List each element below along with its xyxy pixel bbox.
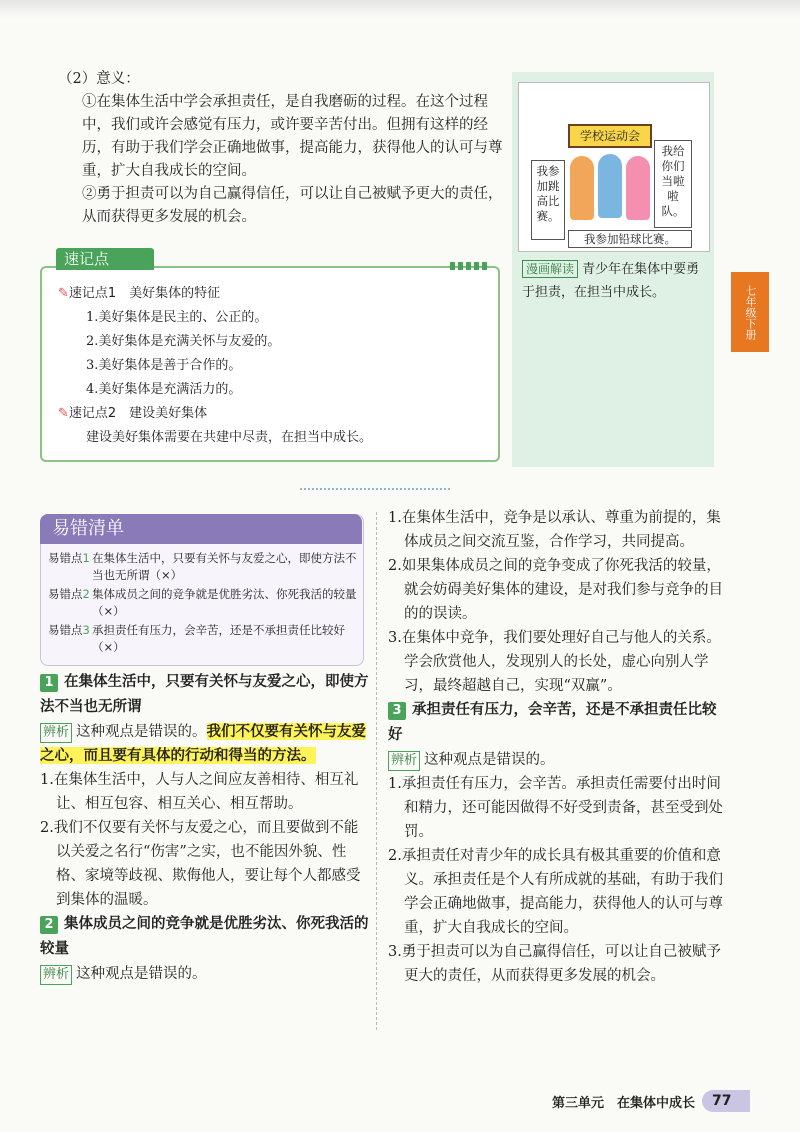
comic-interpret-tag: 漫画解读 — [522, 260, 578, 278]
memo-point-2-title: ✎速记点2 建设美好集体 — [58, 406, 208, 421]
right-column — [388, 506, 723, 988]
error-item: 易错点1 在集体生活中，只要有关怀与友爱之心，即使方法不当也无所谓（×） — [48, 551, 357, 582]
kid-figure-3 — [626, 156, 650, 220]
question-3-point: 3.勇于担责可以为自己赢得信任，可以让自己被赋予更大的责任，从而获得更多发展的机会。 — [388, 944, 721, 984]
comic-bubble-right: 我给你们当啦啦队。 — [654, 140, 692, 228]
analysis-tag: 辨析 — [388, 751, 420, 771]
kid-figure-1 — [570, 156, 594, 220]
analysis-tag: 辨析 — [40, 965, 72, 985]
question-num-badge: 2 — [40, 916, 58, 934]
question-2-point: 2.如果集体成员之间的竞争变成了你死我活的较量，就会妨碍美好集体的建设，是对我们参与竞争的目的的误读。 — [388, 558, 723, 622]
comic-bubble-bottom: 我参加铅球比赛。 — [568, 230, 692, 248]
comic-bubble-left: 我参加跳高比赛。 — [531, 160, 565, 240]
question-num-badge: 3 — [388, 702, 406, 720]
section-divider — [300, 488, 450, 490]
footer-unit: 第三单元 在集体中成长 — [552, 1096, 696, 1111]
memo-point-1-title: ✎速记点1 美好集体的特征 — [58, 286, 221, 301]
question-1-point: 1.在集体生活中，人与人之间应友善相待、相互礼让、相互包容、相互关心、相互帮助。 — [40, 772, 359, 812]
memo-point-1-item: 1.美好集体是民主的、公正的。 — [86, 310, 268, 325]
left-column — [40, 670, 370, 986]
meaning-paragraph-1: ①在集体生活中学会承担责任，是自我磨砺的过程。在这个过程中，我们或许会感觉有压力，或许要辛苦付出。但拥有这样的经历，有助于我们学会正确地做事，提高能力，获得他人的认可与尊重，扩大自我成长的空间。 — [82, 94, 503, 179]
error-num-badge: 2 — [82, 587, 90, 601]
memo-point-1-item: 3.美好集体是善于合作的。 — [86, 358, 242, 373]
question-2-point: 1.在集体生活中，竞争是以承认、尊重为前提的，集体成员之间交流互鉴，合作学习，共同提高。 — [388, 510, 721, 550]
error-num-badge: 3 — [82, 623, 90, 637]
column-separator — [376, 512, 377, 1030]
analysis-tag: 辨析 — [40, 723, 72, 743]
kid-figure-2 — [598, 154, 622, 218]
memo-content — [58, 282, 488, 450]
memo-point-1-item: 4.美好集体是充满活力的。 — [86, 382, 242, 397]
question-3-analysis: 辨析 这种观点是错误的。 — [388, 748, 723, 772]
meaning-heading: （2）意义： — [58, 71, 140, 87]
error-list-title: 易错清单 — [40, 514, 362, 544]
question-2-point: 3.在集体中竞争，我们要处理好自己与他人的关系。学会欣赏他人，发现别人的长处，虚心向别人学习，最终超越自己，实现“双赢”。 — [388, 630, 721, 694]
memo-point-icon: ✎ — [58, 406, 69, 421]
error-item: 易错点2 集体成员之间的竞争就是优胜劣汰、你死我活的较量（×） — [48, 587, 357, 618]
memo-dots-decoration — [450, 262, 490, 270]
error-num-badge: 1 — [82, 551, 90, 565]
meaning-paragraph-2: ②勇于担责可以为自己赢得信任，可以让自己被赋予更大的责任，从而获得更多发展的机会。 — [82, 186, 503, 225]
memo-point-2-text: 建设美好集体需要在共建中尽责，在担当中成长。 — [86, 430, 373, 445]
question-1-point: 2.我们不仅要有关怀与友爱之心，而且要做到不能以关爱之名行“伤害”之实，也不能因外貌、性格、家境等歧视、欺侮他人，要让每个人都感受到集体的温暖。 — [40, 820, 361, 908]
page-number: 77 — [702, 1090, 750, 1112]
question-3-title: 3 承担责任有压力，会辛苦，还是不承担责任比较好 — [388, 702, 717, 743]
error-item: 易错点3 承担责任有压力，会辛苦，还是不承担责任比较好（×） — [48, 623, 345, 654]
memo-title: 速记点 — [56, 248, 154, 270]
error-list — [48, 550, 358, 658]
comic-interpretation — [522, 258, 708, 304]
comic-interpret-text: 青少年在集体中要勇于担责，在担当中成长。 — [522, 262, 700, 300]
comic-sign: 学校运动会 — [568, 124, 652, 148]
question-num-badge: 1 — [40, 674, 58, 692]
question-1-title: 1 在集体生活中，只要有关怀与友爱之心，即使方法不当也无所谓 — [40, 674, 369, 715]
meaning-section — [58, 68, 503, 229]
question-3-point: 1.承担责任有压力，会辛苦。承担责任需要付出时间和精力，还可能因做得不好受到责备，甚至受到处罚。 — [388, 776, 723, 840]
page-top-edge — [0, 0, 800, 18]
highlight-text: 我们不仅要有关怀与友爱之心，而且要有具体的行动和得当的方法。 — [40, 723, 367, 764]
memo-point-icon: ✎ — [58, 286, 69, 301]
question-2-title: 2 集体成员之间的竞争就是优胜劣汰、你死我活的较量 — [40, 916, 369, 957]
question-2-analysis: 辨析 这种观点是错误的。 — [40, 962, 370, 986]
memo-point-1-item: 2.美好集体是充满关怀与友爱的。 — [86, 334, 281, 349]
question-1-analysis: 辨析 这种观点是错误的。我们不仅要有关怀与友爱之心，而且要有具体的行动和得当的方法。 — [40, 723, 367, 764]
side-tab-grade: 七年级下册 — [731, 272, 769, 352]
question-3-point: 2.承担责任对青少年的成长具有极其重要的价值和意义。承担责任是个人有所成就的基础，有助于我们学会正确地做事，提高能力，获得他人的认可与尊重，扩大自我成长的空间。 — [388, 848, 723, 936]
